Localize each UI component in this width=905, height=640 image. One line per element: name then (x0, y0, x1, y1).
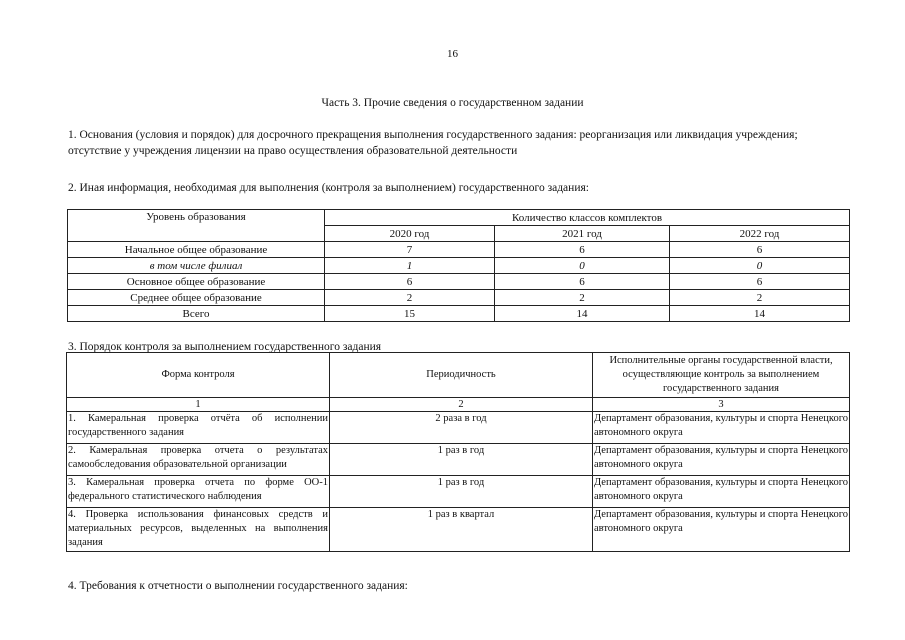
cell-value: 1 (325, 258, 495, 274)
header-level: Уровень образования (68, 210, 325, 242)
table-row (67, 508, 850, 552)
periodicity: 1 раз в год (330, 476, 593, 508)
section-4-text: 4. Требования к отчетности о выполнении государственного задания: (68, 580, 408, 592)
section-1-text: 1. Основания (условия и порядок) для досрочного прекращения выполнения государственного задания: реорганизация или ликвидация учреждения; отсутствие у учреждения лицензии на право осуществления образовательной деятельности (68, 129, 798, 157)
authority: Департамент образования, культуры и спорта Ненецкого автономного округа (593, 508, 850, 552)
cell-value: 6 (495, 242, 670, 258)
row-label: Всего (68, 306, 325, 322)
table-row (67, 476, 850, 508)
cell-value: 6 (325, 274, 495, 290)
cell-value: 14 (495, 306, 670, 322)
row-label: Начальное общее образование (68, 242, 325, 258)
table-row (68, 306, 850, 322)
header-form: Форма контроля (67, 353, 330, 398)
cell-value: 7 (325, 242, 495, 258)
class-count-table (67, 209, 850, 322)
periodicity: 1 раз в квартал (330, 508, 593, 552)
table-row (67, 444, 850, 476)
control-form: 3. Камеральная проверка отчета по форме ОО-1 федерального статистического наблюдения (67, 476, 330, 508)
control-table (66, 352, 850, 552)
cell-value: 0 (495, 258, 670, 274)
section-2-text: 2. Иная информация, необходимая для выполнения (контроля за выполнением) государственного задания: (68, 182, 589, 194)
cell-value: 15 (325, 306, 495, 322)
table-row (68, 274, 850, 290)
cell-value: 2 (670, 290, 850, 306)
year-header: 2020 год (325, 226, 495, 242)
control-form: 2. Камеральная проверка отчета о результатах самообследования образовательной организации (67, 444, 330, 476)
header-authority: Исполнительные органы государственной власти, осуществляющие контроль за выполнением государственного задания (593, 353, 850, 398)
header-count: Количество классов комплектов (325, 210, 850, 226)
col-number: 3 (593, 398, 850, 412)
table-row (68, 242, 850, 258)
cell-value: 6 (495, 274, 670, 290)
year-header: 2021 год (495, 226, 670, 242)
authority: Департамент образования, культуры и спорта Ненецкого автономного округа (593, 476, 850, 508)
row-label: в том числе филиал (68, 258, 325, 274)
periodicity: 2 раза в год (330, 412, 593, 444)
year-header: 2022 год (670, 226, 850, 242)
table-row (68, 258, 850, 274)
periodicity: 1 раз в год (330, 444, 593, 476)
authority: Департамент образования, культуры и спорта Ненецкого автономного округа (593, 444, 850, 476)
authority: Департамент образования, культуры и спорта Ненецкого автономного округа (593, 412, 850, 444)
col-number: 1 (67, 398, 330, 412)
control-form: 4. Проверка использования финансовых средств и материальных ресурсов, выделенных на выполнения задания (67, 508, 330, 552)
table-row (68, 290, 850, 306)
cell-value: 6 (670, 242, 850, 258)
table-row (67, 412, 850, 444)
page-number: 16 (447, 48, 458, 60)
cell-value: 14 (670, 306, 850, 322)
cell-value: 0 (670, 258, 850, 274)
col-number: 2 (330, 398, 593, 412)
header-period: Периодичность (330, 353, 593, 398)
cell-value: 2 (495, 290, 670, 306)
row-label: Основное общее образование (68, 274, 325, 290)
section-3-text: 3. Порядок контроля за выполнением государственного задания (68, 341, 382, 353)
part-title: Часть 3. Прочие сведения о государственном задании (321, 97, 584, 109)
control-form: 1. Камеральная проверка отчёта об исполнении государственного задания (67, 412, 330, 444)
cell-value: 2 (325, 290, 495, 306)
cell-value: 6 (670, 274, 850, 290)
row-label: Среднее общее образование (68, 290, 325, 306)
